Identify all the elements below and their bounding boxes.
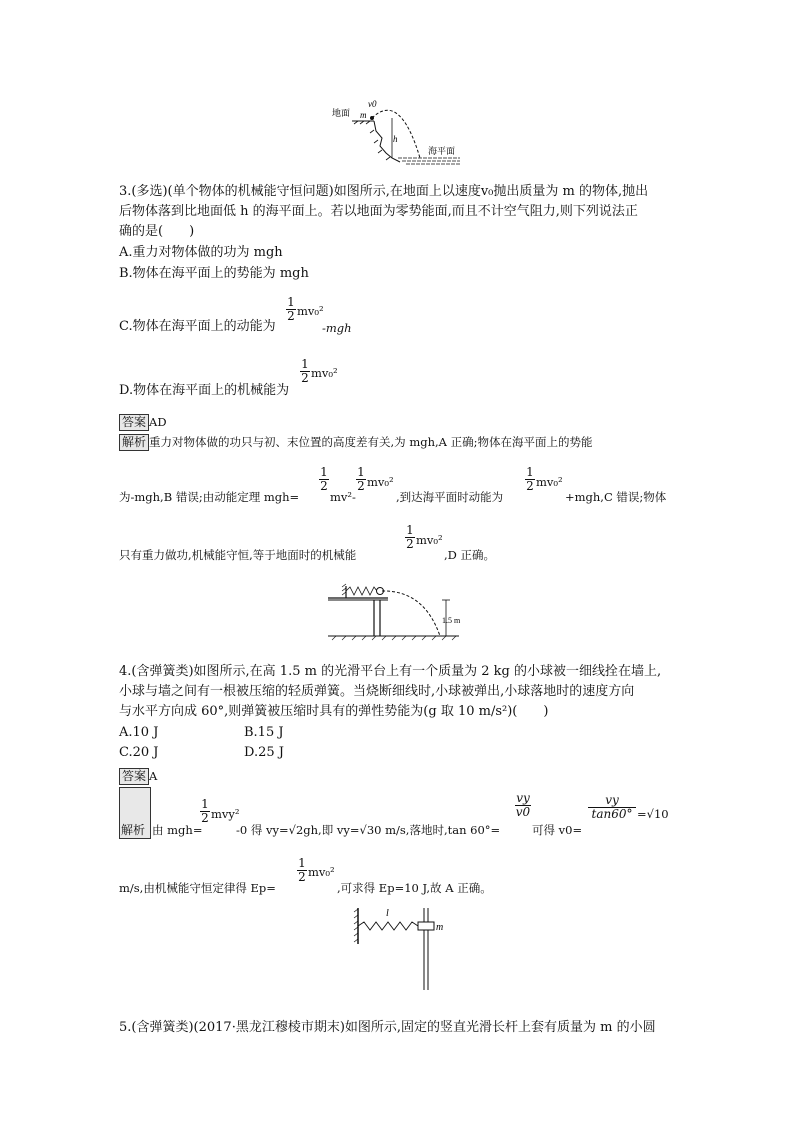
fraction-half: $\frac{1}{2}$ bbox=[406, 523, 414, 551]
q3-line3: 确的是( ) bbox=[119, 224, 195, 239]
q3-explanation-line2-mid: ,到达海平面时动能为 bbox=[396, 490, 504, 504]
m-label: m bbox=[436, 922, 444, 933]
mv0-squared: mv₀² bbox=[416, 533, 443, 547]
q5-line1: 5.(含弹簧类)(2017·黑龙江穆棱市期末)如图所示,固定的竖直光滑长杆上套有质量为 m 的小圆 bbox=[119, 1020, 656, 1035]
fraction-half: $\frac{1}{2}$ bbox=[287, 295, 295, 323]
q4-expl-result: =√10 bbox=[637, 807, 669, 821]
mvy-squared: mvy² bbox=[211, 807, 240, 821]
q3-option-d: D.物体在海平面上的机械能为 bbox=[119, 383, 290, 398]
q3-line1: 3.(多选)(单个物体的机械能守恒问题)如图所示,在地面上以速度v₀抛出质量为 m 的物体,抛出 bbox=[119, 184, 649, 199]
spring-platform-figure bbox=[324, 580, 484, 648]
q4-option-d: D.25 J bbox=[244, 745, 284, 760]
mv0-squared: mv₀² bbox=[536, 475, 563, 489]
mv0-squared: mv₀² bbox=[308, 865, 335, 879]
q4-expl-after-fraction: 可得 v0= bbox=[532, 823, 583, 837]
fraction-half: $\frac{1}{2}$ bbox=[320, 465, 328, 493]
q4-line1: 4.(含弹簧类)如图所示,在高 1.5 m 的光滑平台上有一个质量为 2 kg 的小球被一细线拴在墙上, bbox=[119, 664, 662, 679]
answer-value: AD bbox=[149, 415, 167, 429]
fraction-vy-tan60: $\frac{vy}{\tan 60^\circ}$ bbox=[588, 794, 636, 821]
explanation-tag: 解析 bbox=[119, 434, 149, 451]
spring-rod-figure bbox=[344, 900, 454, 994]
q4-line3: 与水平方向成 60°,则弹簧被压缩时具有的弹性势能为(g 取 10 m/s²)( ) bbox=[119, 704, 549, 719]
cliff-trajectory-figure bbox=[330, 96, 490, 168]
q4-answer bbox=[119, 765, 157, 785]
q4-expl-line2: m/s,由机械能守恒定律得 Ep= bbox=[119, 881, 276, 895]
fraction-half: $\frac{1}{2}$ bbox=[526, 465, 534, 493]
fraction-half: $\frac{1}{2}$ bbox=[357, 465, 365, 493]
fraction-vy-v0: $\frac{vy}{v0}$ bbox=[515, 791, 531, 819]
fraction-half: $\frac{1}{2}$ bbox=[201, 797, 209, 825]
q3-option-b: B.物体在海平面上的势能为 mgh bbox=[119, 266, 309, 281]
q3-explanation-line1: 解析 重力对物体做的功只与初、末位置的高度差有关,为 mgh,A 正确;物体在海平面上的势能 bbox=[119, 431, 593, 451]
fraction-half: $\frac{1}{2}$ bbox=[301, 357, 309, 385]
mv0-squared: mv₀² bbox=[367, 475, 394, 489]
v0-label: v0 bbox=[368, 99, 377, 109]
q3-explanation-line3-tail: ,D 正确。 bbox=[444, 548, 496, 562]
fraction-half: $\frac{1}{2}$ bbox=[298, 856, 306, 884]
h-label: h bbox=[393, 134, 398, 144]
answer-value: A bbox=[149, 769, 158, 783]
mv0-squared: mv₀² bbox=[311, 366, 338, 380]
q4-option-a: A.10 J bbox=[119, 725, 159, 740]
answer-tag: 答案 bbox=[119, 414, 149, 431]
q3-explanation-line3: 只有重力做功,机械能守恒,等于地面时的机械能 bbox=[119, 548, 357, 562]
q3-option-c-tail: -mgh bbox=[322, 321, 352, 335]
mv-squared: mv²- bbox=[330, 490, 356, 504]
q3-line2: 后物体落到比地面低 h 的海平面上。若以地面为零势能面,而且不计空气阻力,则下列说法正 bbox=[119, 204, 638, 219]
q4-expl-start: 由 mgh= bbox=[152, 823, 203, 837]
q4-expl-middle: -0 得 vy=√2gh,即 vy=√30 m/s,落地时,tan 60°= bbox=[236, 823, 501, 837]
q3-explanation-line2-tail: +mgh,C 错误;物体 bbox=[565, 490, 667, 504]
l-label: l bbox=[386, 908, 389, 919]
q4-option-c: C.20 J bbox=[119, 745, 159, 760]
q4-option-b: B.15 J bbox=[244, 725, 284, 740]
q4-expl-line2-tail: ,可求得 Ep=10 J,故 A 正确。 bbox=[337, 881, 492, 895]
sea-label: 海平面 bbox=[428, 146, 456, 156]
q3-option-a: A.重力对物体做的功为 mgh bbox=[119, 245, 283, 260]
q3-explanation-line2: 为-mgh,B 错误;由动能定理 mgh= bbox=[119, 490, 300, 504]
answer-tag: 答案 bbox=[119, 768, 149, 785]
m-label: m bbox=[360, 110, 367, 120]
q3-option-c: C.物体在海平面上的动能为 bbox=[119, 319, 276, 334]
q4-line2: 小球与墙之间有一根被压缩的轻质弹簧。当烧断细线时,小球被弹出,小球落地时的速度方向 bbox=[119, 684, 635, 699]
q3-answer bbox=[119, 411, 167, 431]
explanation-tag: 解析 bbox=[119, 787, 151, 839]
ground-label: 地面 bbox=[332, 108, 351, 118]
height-label: 1.5 m bbox=[442, 616, 461, 625]
mv0-squared: mv₀² bbox=[297, 304, 324, 318]
